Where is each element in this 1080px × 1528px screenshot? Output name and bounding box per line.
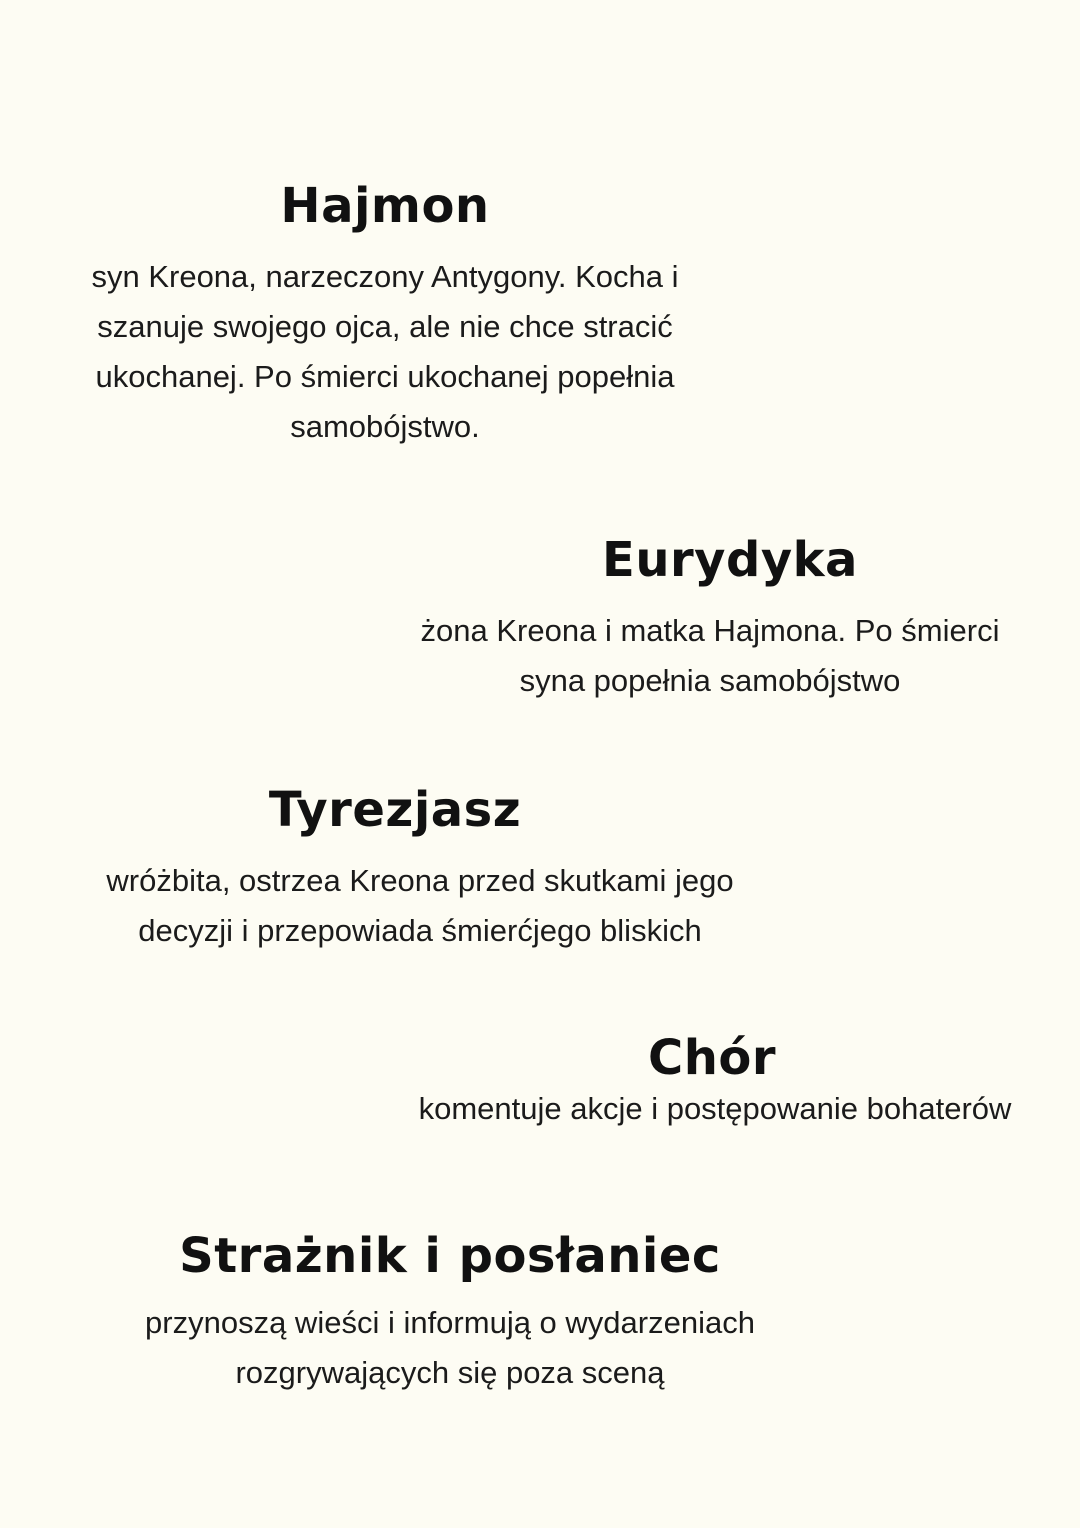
character-title: Hajmon [280, 178, 490, 234]
description-line: wróżbita, ostrzea Kreona przed skutkami jego [106, 863, 734, 898]
character-section-straznik [110, 1226, 790, 1398]
description-line: rozgrywających się poza sceną [235, 1355, 665, 1390]
description-line: syn Kreona, narzeczony Antygony. Kocha i [91, 259, 679, 294]
description-line: ukochanej. Po śmierci ukochanej popełnia [95, 359, 675, 394]
character-description [70, 252, 700, 452]
description-line: komentuje akcje i postępowanie bohaterów [418, 1091, 1012, 1126]
description-line: szanuje swojego ojca, ale nie chce stracić [97, 309, 673, 344]
character-description [395, 1084, 1035, 1134]
character-section-tyrezjasz [70, 780, 770, 956]
character-description [70, 856, 770, 956]
character-section-eurydyka [395, 530, 1025, 706]
character-section-chor [395, 1028, 1035, 1134]
character-title: Chór [647, 1030, 777, 1086]
character-title: Strażnik i posłaniec [179, 1228, 721, 1284]
character-description [110, 1298, 790, 1398]
description-line: syna popełnia samobójstwo [519, 663, 901, 698]
description-line: przynoszą wieści i informują o wydarzeniach [145, 1305, 755, 1340]
character-description [395, 606, 1025, 706]
character-section-hajmon [70, 176, 700, 452]
character-title: Tyrezjasz [268, 782, 522, 838]
description-line: samobójstwo. [290, 409, 480, 444]
character-title: Eurydyka [602, 532, 858, 588]
description-line: żona Kreona i matka Hajmona. Po śmierci [420, 613, 1000, 648]
description-line: decyzji i przepowiada śmierćjego bliskich [138, 913, 702, 948]
